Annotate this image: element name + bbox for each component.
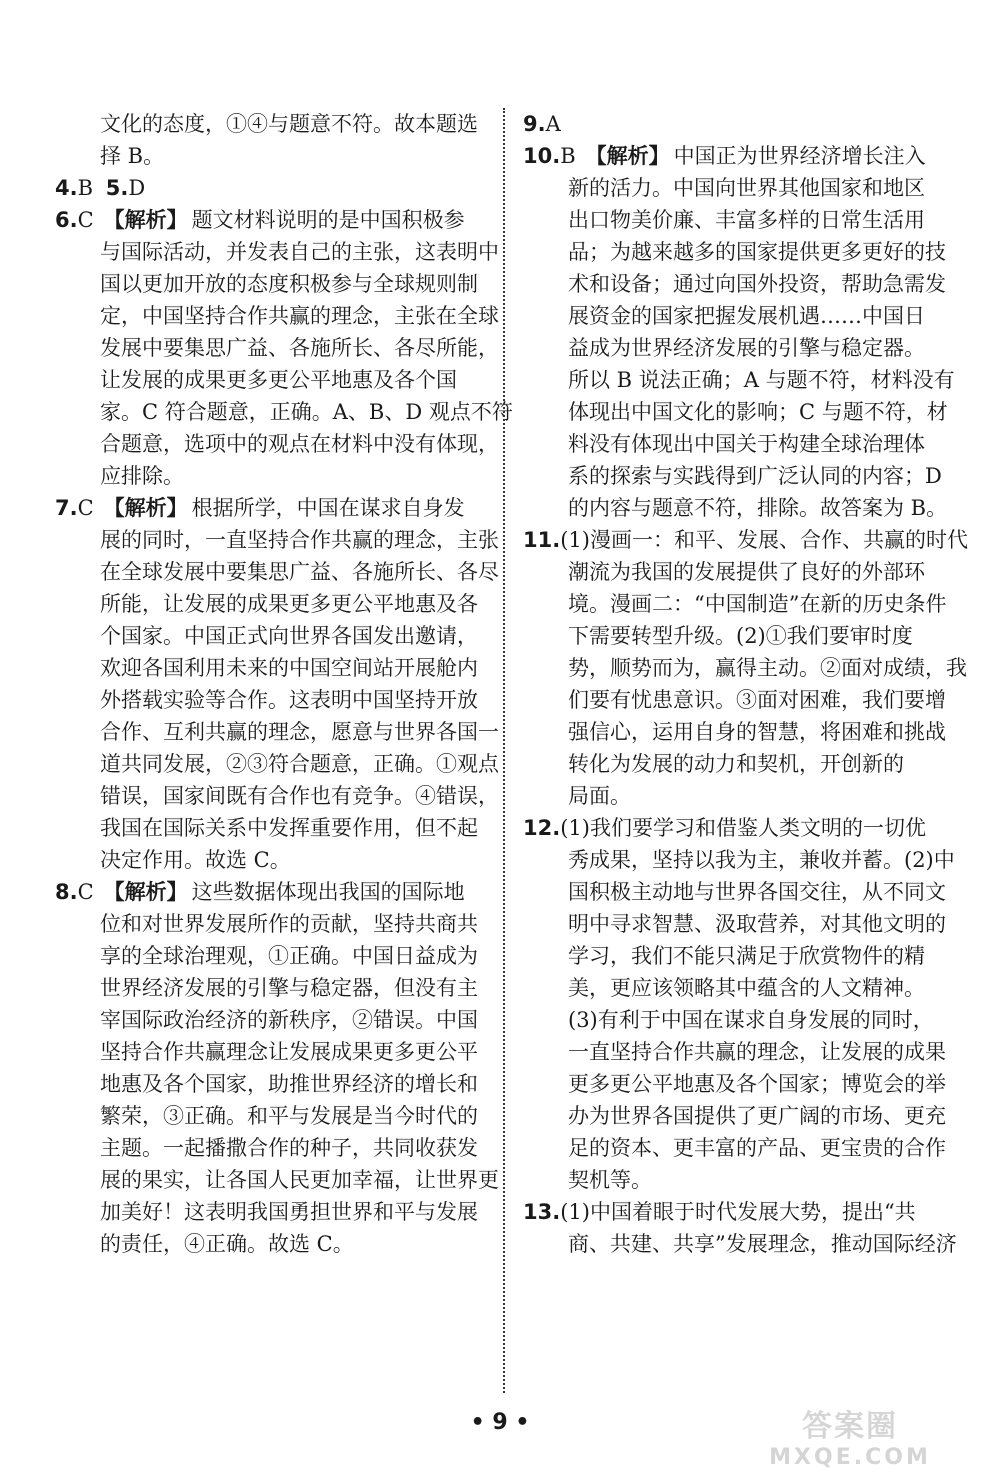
text-line: 强信心，运用自身的智慧，将困难和挑战 — [568, 720, 946, 744]
question-number: 6. — [55, 208, 78, 232]
watermark-bottom-text: MXQE.COM — [769, 1445, 931, 1470]
question-number: 4. — [55, 176, 78, 200]
question-9 — [523, 108, 923, 140]
text-line: 秀成果，坚持以我为主，兼收并蓄。(2)中 — [568, 848, 955, 872]
text-line: 根据所学，中国在谋求自身发 — [191, 496, 465, 520]
text-line: 地惠及各个国家，助推世界经济的增长和 — [100, 1072, 478, 1096]
text-line: 体现出中国文化的影响；C 与题不符，材 — [568, 400, 948, 424]
text-line: 定，中国坚持合作共赢的理念，主张在全球 — [100, 304, 499, 328]
analysis-tag: 【解析】 — [103, 207, 188, 232]
text-line: 品；为越来越多的国家提供更多更好的技 — [568, 240, 946, 264]
text-line: 应排除。 — [100, 464, 184, 488]
answer-letter: D — [128, 176, 146, 200]
text-line: 所能，让发展的成果更多更公平地惠及各 — [100, 592, 478, 616]
analysis-tag: 【解析】 — [103, 495, 188, 520]
text-line: 合作、互利共赢的理念，愿意与世界各国一 — [100, 720, 499, 744]
analysis-tag: 【解析】 — [585, 143, 670, 168]
text-line: 更多更公平地惠及各个国家；博览会的举 — [568, 1072, 946, 1096]
text-line: 商、共建、共享”发展理念，推动国际经济 — [568, 1232, 957, 1256]
text-line: 道共同发展，②③符合题意，正确。①观点 — [100, 752, 499, 776]
question-number: 5. — [105, 176, 129, 200]
question-number: 13. — [523, 1200, 561, 1224]
text-line: 在全球发展中要集思广益、各施所长、各尽 — [100, 560, 499, 584]
text-line: 中国正为世界经济增长注入 — [673, 144, 926, 168]
question-number: 7. — [55, 496, 78, 520]
text-line: 们要有忧患意识。③面对困难，我们要增 — [568, 688, 946, 712]
question-number: 10. — [523, 144, 561, 168]
page-number: • 9 • — [470, 1410, 530, 1435]
text-line: 我国在国际关系中发挥重要作用，但不起 — [100, 816, 478, 840]
text-line: 足的资本、更丰富的产品、更宝贵的合作 — [568, 1136, 946, 1160]
text-line: 境。漫画二：“中国制造”在新的历史条件 — [568, 592, 947, 616]
text-line: 错误，国家间既有合作也有竞争。④错误， — [100, 784, 499, 808]
text-line: (1)中国着眼于时代发展大势，提出“共 — [560, 1200, 916, 1224]
text-line: 局面。 — [568, 784, 631, 808]
question-number: 8. — [55, 880, 78, 904]
text-line: 势，顺势而为，赢得主动。②面对成绩，我 — [568, 656, 967, 680]
question-12 — [523, 812, 955, 1196]
text-line: 展的果实，让各国人民更加幸福，让世界更 — [100, 1168, 499, 1192]
text-line: 个国家。中国正式向世界各国发出邀请， — [100, 624, 478, 648]
text-line: 位和对世界发展所作的贡献，坚持共商共 — [100, 912, 478, 936]
text-line: 术和设备；通过向国外投资，帮助急需发 — [568, 272, 946, 296]
text-line: 潮流为我国的发展提供了良好的外部环 — [568, 560, 925, 584]
text-line: 繁荣，③正确。和平与发展是当今时代的 — [100, 1104, 478, 1128]
text-line: 宰国际政治经济的新秩序，②错误。中国 — [100, 1008, 478, 1032]
text-line: 新的活力。中国向世界其他国家和地区 — [568, 176, 925, 200]
question-10 — [523, 140, 955, 524]
text-line: (1)漫画一：和平、发展、合作、共赢的时代 — [560, 528, 968, 552]
text-line: 的责任，④正确。故选 C。 — [100, 1232, 354, 1256]
text-line: 明中寻求智慧、汲取营养，对其他文明的 — [568, 912, 946, 936]
right-column — [523, 108, 968, 1260]
text-line: 展的同时，一直坚持合作共赢的理念，主张 — [100, 528, 499, 552]
text-line: 加美好！这表明我国勇担世界和平与发展 — [100, 1200, 478, 1224]
text-line: 转化为发展的动力和契机，开创新的 — [568, 752, 904, 776]
text-line: 世界经济发展的引擎与稳定器，但没有主 — [100, 976, 478, 1000]
column-divider — [503, 108, 505, 1393]
text-line: 国积极主动地与世界各国交往，从不同文 — [568, 880, 946, 904]
answer-letter: C — [77, 880, 94, 904]
question-number: 9. — [523, 112, 546, 136]
text-line: 下需要转型升级。(2)①我们要审时度 — [568, 624, 913, 648]
text-line: 欢迎各国利用未来的中国空间站开展舱内 — [100, 656, 478, 680]
text-line: 享的全球治理观，①正确。中国日益成为 — [100, 944, 478, 968]
question-number: 12. — [523, 816, 561, 840]
text-line: 办为世界各国提供了更广阔的市场、更充 — [568, 1104, 946, 1128]
text-line: 文化的态度，①④与题意不符。故本题选 — [100, 112, 478, 136]
text-line: 坚持合作共赢理念让发展成果更多更公平 — [100, 1040, 478, 1064]
answer-letter: B — [560, 144, 576, 168]
analysis-tag: 【解析】 — [103, 879, 188, 904]
text-line: 学习，我们不能只满足于欣赏物件的精 — [568, 944, 925, 968]
text-line: 外搭载实验等合作。这表明中国坚持开放 — [100, 688, 478, 712]
q4-5-answers — [55, 172, 485, 204]
text-line: 契机等。 — [568, 1168, 652, 1192]
text-line: 决定作用。故选 C。 — [100, 848, 291, 872]
text-line: 美，更应该领略其中蕴含的人文精神。 — [568, 976, 925, 1000]
text-line: 与国际活动，并发表自己的主张，这表明中 — [100, 240, 499, 264]
watermark-logo — [740, 1401, 960, 1471]
question-7 — [55, 492, 499, 876]
question-13 — [523, 1196, 957, 1260]
text-line: 料没有体现出中国关于构建全球治理体 — [568, 432, 925, 456]
text-line: 让发展的成果更多更公平地惠及各个国 — [100, 368, 457, 392]
text-line: 系的探索与实践得到广泛认同的内容；D — [568, 464, 942, 488]
text-line: 这些数据体现出我国的国际地 — [191, 880, 465, 904]
text-line: 展资金的国家把握发展机遇……中国日 — [568, 304, 925, 328]
text-line: 所以 B 说法正确；A 与题不符，材料没有 — [568, 368, 955, 392]
text-line: 合题意，选项中的观点在材料中没有体现， — [100, 432, 499, 456]
question-11 — [523, 524, 968, 812]
left-column — [55, 108, 513, 1260]
text-line: 国以更加开放的态度积极参与全球规则制 — [100, 272, 478, 296]
text-line: 出口物美价廉、丰富多样的日常生活用 — [568, 208, 925, 232]
text-line: 一直坚持合作共赢的理念，让发展的成果 — [568, 1040, 946, 1064]
q3-continuation — [55, 108, 485, 172]
text-line: 家。C 符合题意，正确。A、B、D 观点不符 — [100, 400, 513, 424]
answer-letter: B — [77, 176, 94, 200]
question-number: 11. — [523, 528, 561, 552]
text-line: (3)有利于中国在谋求自身发展的同时， — [568, 1008, 934, 1032]
answer-letter: A — [545, 112, 561, 136]
text-line: 发展中要集思广益、各施所长、各尽所能， — [100, 336, 499, 360]
question-8 — [55, 876, 499, 1260]
text-line: 择 B。 — [100, 144, 165, 168]
text-line: 益成为世界经济发展的引擎与稳定器。 — [568, 336, 925, 360]
text-line: 的内容与题意不符，排除。故答案为 B。 — [568, 496, 948, 520]
answer-letter: C — [77, 496, 94, 520]
text-line: (1)我们要学习和借鉴人类文明的一切优 — [560, 816, 926, 840]
answer-letter: C — [77, 208, 94, 232]
text-line: 题文材料说明的是中国积极参 — [191, 208, 465, 232]
text-line: 主题。一起播撒合作的种子，共同收获发 — [100, 1136, 478, 1160]
question-6 — [55, 204, 513, 492]
watermark-top-text: 答案圈 — [802, 1409, 898, 1444]
